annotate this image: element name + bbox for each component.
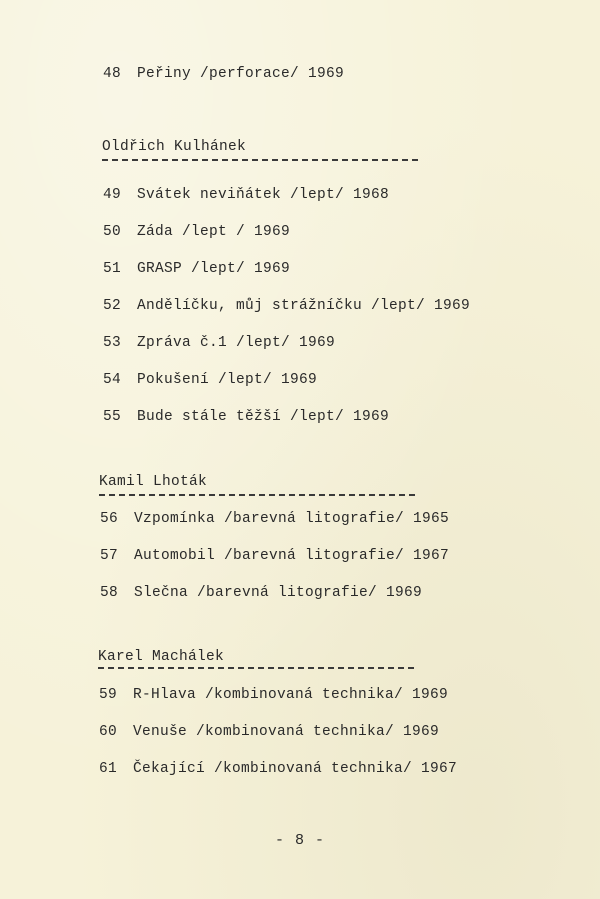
heading-underline [98,667,414,669]
catalog-entry [103,187,389,203]
entry-text: Svátek neviňátek /lept/ 1968 [137,187,390,203]
catalog-entry [103,372,317,388]
entry-number: 53 [103,335,122,351]
entry-text: Andělíčku, můj strážníčku /lept/ 1969 [137,298,471,314]
entry-text: Vzpomínka /barevná litografie/ 1965 [134,511,450,527]
heading-underline [99,494,415,496]
entry-text: Automobil /barevná litografie/ 1967 [134,548,450,564]
catalog-entry [99,687,448,703]
entry-number: 61 [99,761,118,777]
entry-number: 55 [103,409,122,425]
catalog-entry [99,724,439,740]
catalog-entry [103,261,290,277]
page-number: - 8 - [274,832,325,849]
entry-number: 54 [103,372,122,388]
catalog-entry [100,548,449,564]
entry-number: 58 [100,585,119,601]
entry-number: 49 [103,187,122,203]
entry-text: Slečna /barevná litografie/ 1969 [134,585,423,601]
catalog-entry [103,335,335,351]
artist-heading: Kamil Lhoták [99,474,208,490]
artist-heading: Oldřich Kulhánek [102,139,247,155]
entry-text: Venuše /kombinovaná technika/ 1969 [133,724,440,740]
heading-underline [102,159,418,161]
entry-number: 50 [103,224,122,240]
entry-text: R-Hlava /kombinovaná technika/ 1969 [133,687,449,703]
catalog-entry [100,511,449,527]
entry-text: Záda /lept / 1969 [137,224,291,240]
catalog-entry [103,66,344,82]
entry-number: 56 [100,511,119,527]
entry-text: Čekající /kombinovaná technika/ 1967 [133,761,458,777]
entry-text: Pokušení /lept/ 1969 [137,372,318,388]
entry-number: 51 [103,261,122,277]
catalog-entry [103,224,290,240]
entry-number: 52 [103,298,122,314]
entry-text: Peřiny /perforace/ 1969 [137,66,345,82]
entry-number: 59 [99,687,118,703]
catalog-entry [100,585,422,601]
catalog-entry [103,298,470,314]
entry-number: 48 [103,66,122,82]
entry-text: Bude stále těžší /lept/ 1969 [137,409,390,425]
catalog-entry [99,761,457,777]
entry-text: Zpráva č.1 /lept/ 1969 [137,335,336,351]
artist-heading: Karel Machálek [98,649,225,665]
catalog-entry [103,409,389,425]
entry-number: 57 [100,548,119,564]
entry-number: 60 [99,724,118,740]
entry-text: GRASP /lept/ 1969 [137,261,291,277]
